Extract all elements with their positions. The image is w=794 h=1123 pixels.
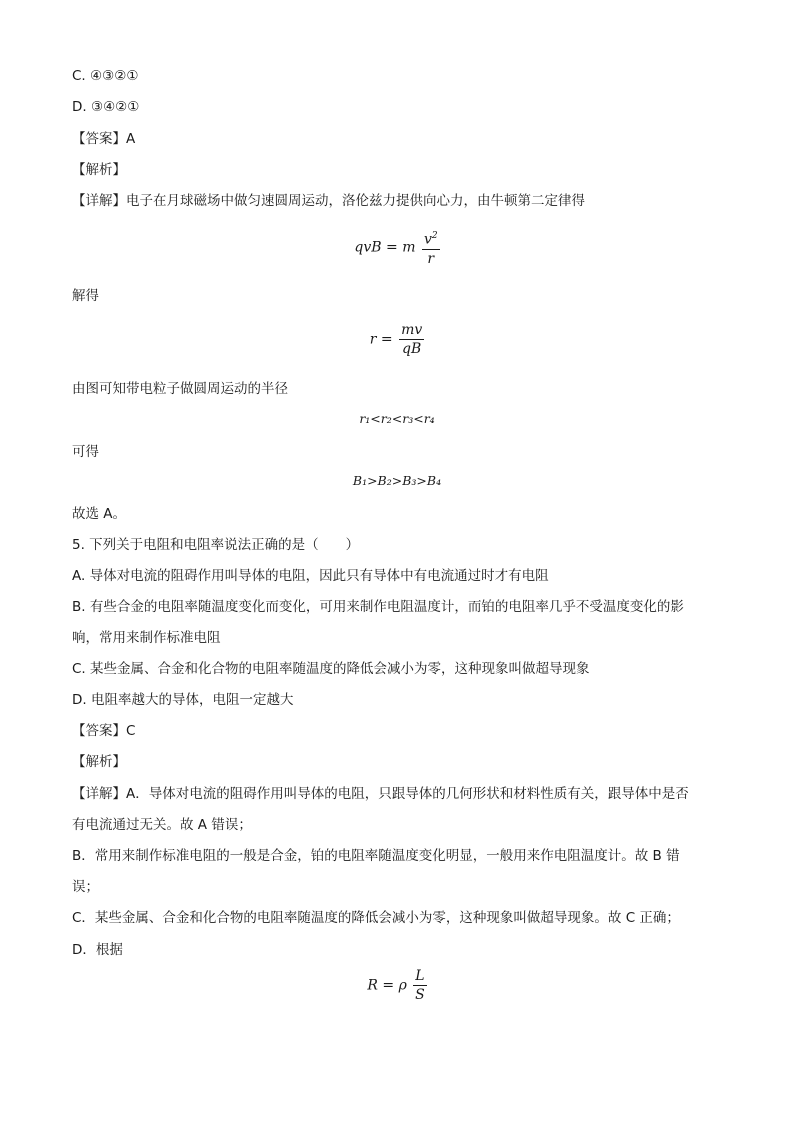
eq2-numerator: mv	[401, 322, 423, 338]
q4-conclusion: 故选 A。	[72, 506, 127, 522]
q5-answer: 【答案】C	[72, 723, 136, 739]
equation-radius-order: r₁<r₂<r₃<r₄	[359, 411, 435, 426]
eq2-lhs: r =	[369, 331, 393, 348]
eq1-superscript: 2	[431, 231, 438, 241]
eq1-lhs: qvB = m	[354, 239, 416, 256]
eq1-fraction	[422, 228, 440, 267]
q5-option-d: D. 电阻率越大的导体，电阻一定越大	[72, 692, 294, 708]
q5-option-c: C. 某些金属、合金和化合物的电阻率随温度的降低会减小为零，这种现象叫做超导现象	[72, 661, 590, 677]
q5-detail-d: D．根据	[72, 942, 123, 958]
eq5-lhs: R = ρ	[367, 977, 407, 994]
eq2-denominator: qB	[402, 341, 422, 357]
q5-detail-a-line2: 有电流通过无关。故 A 错误；	[72, 817, 252, 833]
q4-from-figure: 由图可知带电粒子做圆周运动的半径	[72, 381, 288, 397]
equation-radius	[0, 322, 794, 357]
eq1-numerator: v	[423, 231, 432, 248]
eq1-denominator: r	[427, 250, 435, 267]
eq5-numerator: L	[415, 968, 425, 984]
option-d-prev: D. ③④②①	[72, 99, 140, 115]
q5-option-a: A. 导体对电流的阻碍作用叫导体的电阻，因此只有导体中有电流通过时才有电阻	[72, 568, 549, 584]
q5-option-b-line1: B. 有些合金的电阻率随温度变化而变化，可用来制作电阻温度计，而铂的电阻率几乎不受温度变化的影	[72, 599, 684, 615]
q5-analysis-label: 【解析】	[72, 754, 126, 770]
q4-detail: 【详解】电子在月球磁场中做匀速圆周运动，洛伦兹力提供向心力，由牛顿第二定律得	[72, 193, 585, 209]
q4-solve-label: 解得	[72, 288, 99, 304]
q4-can-get: 可得	[72, 444, 99, 460]
equation-resistance	[0, 968, 794, 1003]
q5-detail-b-line2: 误；	[72, 879, 99, 895]
q4-answer: 【答案】A	[72, 131, 136, 147]
option-c-prev: C. ④③②①	[72, 68, 139, 84]
eq2-fraction	[399, 322, 424, 357]
q4-analysis-label: 【解析】	[72, 162, 126, 178]
equation-lorentz	[0, 228, 794, 267]
equation-field-order: B₁>B₂>B₃>B₄	[352, 473, 442, 488]
q5-detail-c: C．某些金属、合金和化合物的电阻率随温度的降低会减小为零，这种现象叫做超导现象。故 C 正确；	[72, 910, 680, 926]
eq5-fraction	[413, 968, 426, 1003]
q5-option-b-line2: 响，常用来制作标准电阻	[72, 630, 221, 646]
q5-detail-b-line1: B．常用来制作标准电阻的一般是合金，铂的电阻率随温度变化明显，一般用来作电阻温度计。故 B 错	[72, 848, 680, 864]
q5-detail-a-line1: 【详解】A．导体对电流的阻碍作用叫导体的电阻，只跟导体的几何形状和材料性质有关，跟导体中是否	[72, 786, 689, 802]
q5-stem: 5. 下列关于电阻和电阻率说法正确的是（ ）	[72, 537, 360, 553]
eq5-denominator: S	[415, 987, 425, 1003]
